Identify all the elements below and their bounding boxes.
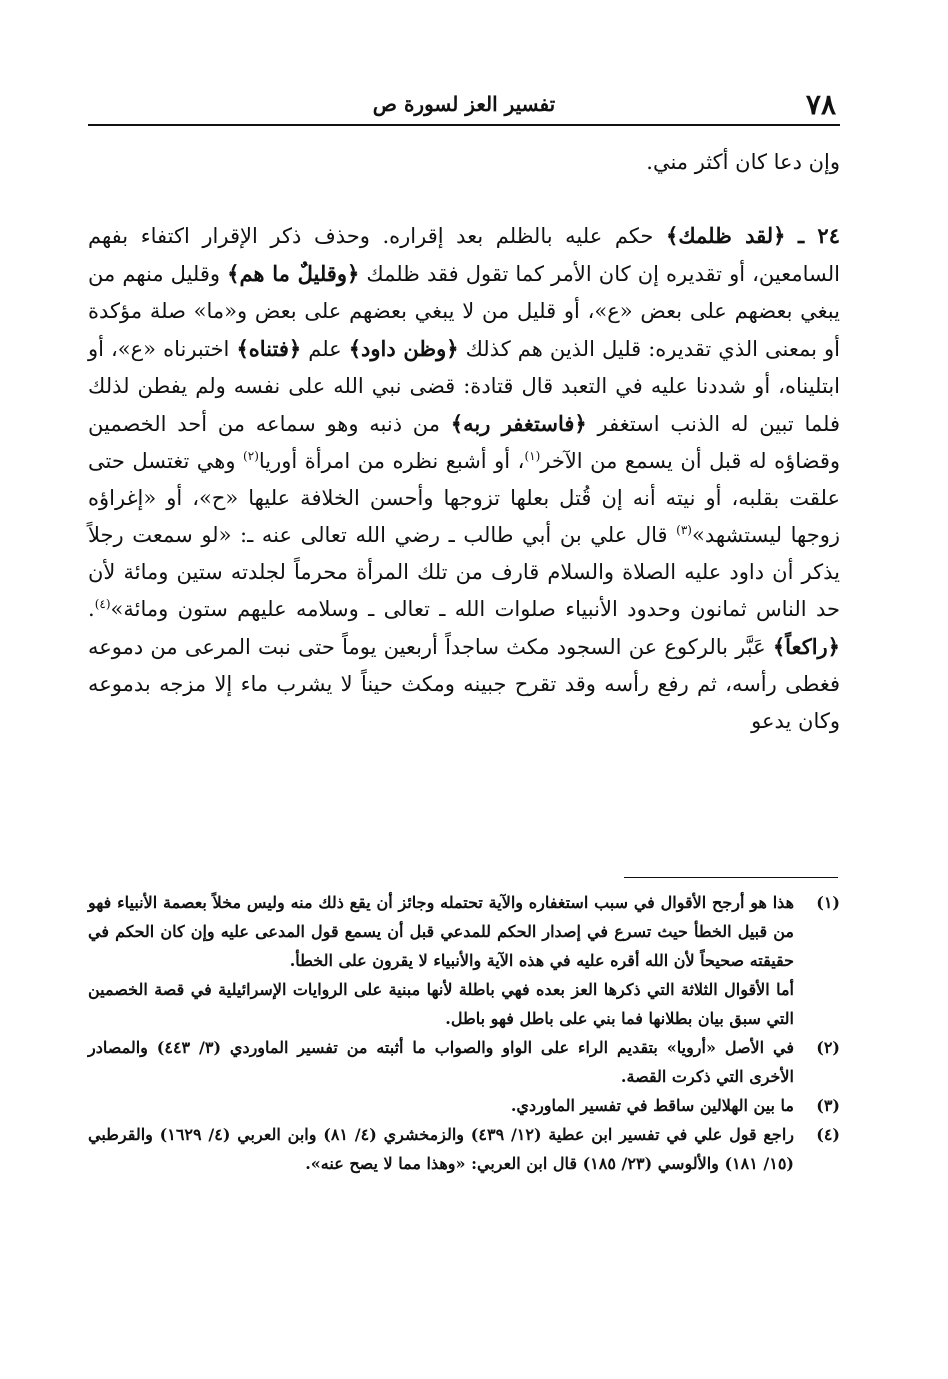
commentary-text: عَبَّر بالركوع عن السجود مكث ساجداً أربعين يوماً حتى نبت المرعى من دموعه فغطى رأسه، ثم رفع رأسه وقد تقرح جبينه ومكث حيناً لا يشرب ماء إلا مزجه بدموعه وكان يدعو xyxy=(88,635,840,733)
quran-quote: ﴿وقليلٌ ما هم﴾ xyxy=(227,261,360,286)
footnote-number: (١) xyxy=(816,893,840,912)
footnote-separator xyxy=(624,877,838,878)
commentary-text: . xyxy=(88,597,95,621)
footnote-number: (٣) xyxy=(816,1096,840,1115)
footnote-ref-3[interactable]: (٣) xyxy=(676,523,692,537)
footnote-text: هذا هو أرجح الأقوال في سبب استغفاره والآية تحتمله وجائز أن يقع ذلك منه وليس مخلاً بعصمة الأنبياء فهو من قبيل الخطأ حيث تسرع في إصدار الحكم للمدعي قبل أن يسمع قول المدعى عليه وإن كان الحكم في حقيقته صحيحاً لأن الله أقره عليه في هذه الآية والأنبياء لا يقرون على الخطأ. xyxy=(88,893,795,970)
main-text xyxy=(88,144,840,740)
running-title: تفسير العز لسورة ص xyxy=(372,92,556,116)
footnote-2 xyxy=(88,1033,840,1091)
page-header xyxy=(88,88,840,126)
footnote-ref-4[interactable]: (٤) xyxy=(94,597,111,611)
footnote-text: في الأصل «أرويا» بتقديم الراء على الواو والصواب ما أثبته من تفسير الماوردي (٣/ ٤٤٣) والمصادر الأخرى التي ذكرت القصة. xyxy=(88,1038,794,1086)
footnote-1-continuation: أما الأقوال الثلاثة التي ذكرها العز بعده فهي باطلة لأنها مبنية على الروايات الإسرائيلية في قصة الخصمين التي سبق بيان بطلانها فما بني على باطل فهو باطل. xyxy=(88,980,794,1028)
footnote-text: ما بين الهلالين ساقط في تفسير الماوردي. xyxy=(510,1096,794,1115)
footnote-1 xyxy=(88,888,840,975)
commentary-text: من ذنبه وهو سماعه من أحد الخصمين وقضاؤه له قبل أن يسمع من الآخر xyxy=(88,412,840,473)
footnote-ref-2[interactable]: (٢) xyxy=(243,449,259,463)
footnote-ref-1[interactable]: (١) xyxy=(524,449,541,463)
footnote-number: (٢) xyxy=(816,1038,840,1057)
footnotes xyxy=(88,888,840,1178)
commentary-text: قال علي بن أبي طالب ـ رضي الله تعالى عنه ـ: «لو سمعت رجلاً يذكر أن داود عليه الصلاة والسلام قارف من تلك المرأة محرماً لجلدته ستين ومائة لأن حد الناس ثمانون وحدود الأنبياء صلوات الله ـ تعالى ـ وسلامه عليهم ستون ومائة» xyxy=(88,523,840,621)
commentary-text: علم xyxy=(301,337,349,361)
quran-quote: ﴿فاستغفر ربه﴾ xyxy=(450,411,587,436)
footnote-number: (٤) xyxy=(816,1125,840,1144)
commentary-text: حكم عليه بالظلم بعد إقراره. وحذف ذكر الإقرار اكتفاء بفهم السامعين، أو تقديره إن كان الأمر كما تقول فقد ظلمك xyxy=(88,224,840,286)
commentary-text: وقليل منهم من يبغي بعضهم على بعض «ع»، أو قليل من لا يبغي بعضهم على بعض و«ما» صلة مؤكدة أو بمعنى الذي تقديره: قليل الذين هم كذلك xyxy=(88,262,840,361)
commentary-text: ، أو أشبع نظره من امرأة أوريا xyxy=(258,449,525,473)
commentary-text: وهي تغتسل حتى علقت بقلبه، أو نيته أنه إن قُتل بعلها تزوجها وأحسن الخلافة عليها «ح»، أو «إغراؤه زوجها ليستشهد» xyxy=(88,449,840,547)
quran-quote: ﴿راكعاً﴾ xyxy=(772,634,840,659)
page-number: ٧٨ xyxy=(805,88,836,121)
footnote-3 xyxy=(88,1091,840,1120)
footnote-text: راجع قول علي في تفسير ابن عطية (١٢/ ٤٣٩) والزمخشري (٤/ ٨١) وابن العربي (٤/ ١٦٢٩) والقرطبي (١٥/ ١٨١) والألوسي (٢٣/ ١٨٥) قال ابن العربي: «وهذا مما لا يصح عنه». xyxy=(88,1125,794,1173)
quran-quote: ﴿لقد ظلمك﴾ xyxy=(666,223,786,248)
paragraph-verse-24 xyxy=(88,217,840,740)
verse-number: ٢٤ ـ xyxy=(798,223,840,248)
footnote-4 xyxy=(88,1120,840,1178)
paragraph-intro: وإن دعا كان أكثر مني. xyxy=(646,150,840,174)
quran-quote: ﴿وظن داود﴾ xyxy=(348,336,459,361)
commentary-text: اختبرناه «ع»، أو ابتليناه، أو شددنا عليه في التعبد قال قتادة: قضى نبي الله على نفسه ولم يفطن لذلك فلما تبين له الذنب استغفر xyxy=(88,337,840,436)
quran-quote: ﴿فتناه﴾ xyxy=(236,336,302,361)
